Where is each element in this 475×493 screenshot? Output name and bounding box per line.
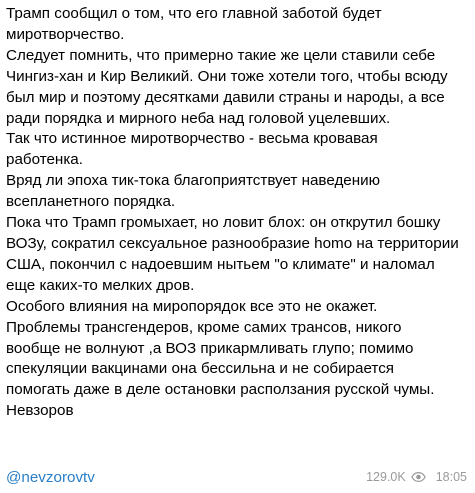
- paragraph-4: [6, 171, 468, 213]
- view-count: 129.0K: [366, 470, 406, 484]
- text-line: миротворчество.: [6, 25, 125, 43]
- paragraph-5: [6, 213, 468, 297]
- text-line: Пока что Трамп громыхает, но ловит блох: он открутил бошку: [6, 214, 441, 232]
- text-line: спекуляции вакцинами она бессильна и не собирается: [6, 360, 395, 378]
- text-line: помогать даже в деле остановки расползания русской чумы.: [6, 381, 435, 399]
- paragraph-6: [6, 297, 468, 318]
- text-line: Чингиз-хан и Кир Великий. Они тоже хотели того, чтобы всюду: [6, 67, 448, 85]
- text-line: Так что истинное миротворчество - весьма кровавая: [6, 130, 378, 148]
- post-meta: [366, 470, 467, 484]
- text-line: Вряд ли эпоха тик-тока благоприятствует наведению: [6, 172, 381, 190]
- text-line: ради порядка и мирного неба над головой уцелевших.: [6, 109, 391, 127]
- text-line: ВОЗу, сократил сексуальное разнообразие homo на территории: [6, 234, 459, 252]
- text-line: Особого влияния на миропорядок все это не окажет.: [6, 297, 378, 315]
- paragraph-1: [6, 4, 468, 46]
- text-line: вообще не волнуют ,а ВОЗ прикармливать глупо; помимо: [6, 339, 414, 357]
- text-line: Проблемы трансгендеров, кроме самих трансов, никого: [6, 318, 402, 336]
- post-footer: [6, 466, 467, 488]
- text-line: Следует помнить, что примерно такие же цели ставили себе: [6, 46, 436, 64]
- text-line: был мир и поэтому десятками давили страны и народы, а все: [6, 88, 445, 106]
- paragraph-3: [6, 129, 468, 171]
- post-body: [6, 4, 468, 422]
- paragraph-7: [6, 318, 468, 402]
- channel-handle-link[interactable]: @nevzorovtv: [6, 468, 95, 486]
- text-line: Трамп сообщил о том, что его главной заботой будет: [6, 5, 382, 22]
- post-time: 18:05: [435, 470, 467, 484]
- text-line: всепланетного порядка.: [6, 193, 176, 211]
- text-line: работенка.: [6, 151, 83, 169]
- text-line: еще каких-то мелких дров.: [6, 276, 195, 294]
- paragraph-2: [6, 46, 468, 130]
- eye-icon: [411, 472, 426, 482]
- text-line: США, покончил с надоевшим нытьем "о климате" и наломал: [6, 255, 435, 273]
- post-author-signature: Невзоров: [6, 402, 74, 420]
